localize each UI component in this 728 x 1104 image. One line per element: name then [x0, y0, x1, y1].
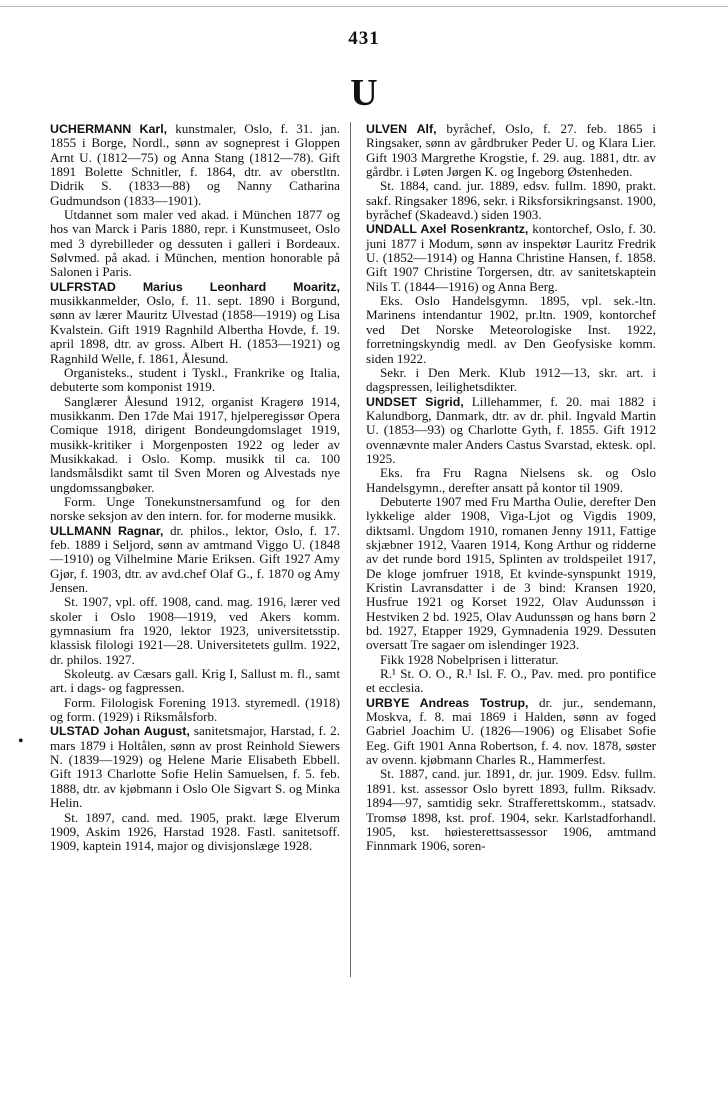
- entry-text: Fikk 1928 Nobelprisen i litteratur.: [380, 651, 559, 667]
- entry-paragraph: [366, 767, 656, 853]
- entry-text: kunstmaler, Oslo, f. 31. jan. 1855 i Borge, Nordl., sønn av sogneprest i Gloppen Arnt U. (1812—75) og Anna Stang (1812—78). Gift 1891 Bolette Schnitler, f. 1864, dtr. av oberstltn. Didrik S. (1833—88) og Nanny Catharina Gudmundson (1833—1901).: [50, 121, 341, 208]
- entry-paragraph: [366, 466, 656, 495]
- column-divider: [350, 122, 351, 977]
- entry-text: St. 1907, vpl. off. 1908, cand. mag. 1916, lærer ved skoler i Oslo 1908—1919, ved Akers komm. gymnasium fra 1920, lektor 1923, universitetsstip. klassisk filologi 1921—28. Universitetets gullm. 1922, dr. philos. 1927.: [50, 594, 340, 667]
- entry-headword: UCHERMANN Karl,: [50, 122, 168, 136]
- left-column: [50, 122, 340, 854]
- entry-paragraph: [50, 366, 340, 395]
- entry-text: Organisteks., student i Tyskl., Frankrike og Italia, debuterte som komponist 1919.: [50, 364, 340, 395]
- entry-paragraph: [50, 495, 340, 524]
- entry-headword: ULFRSTAD Marius Leonhard Moaritz,: [50, 279, 340, 294]
- biography-entry: [366, 696, 656, 768]
- entry-text: Eks. Oslo Handelsgymn. 1895, vpl. sek.-ltn. Marinens intendantur 1902, pr.ltn. 1909, kontorchef ved Det Norske Meteorologiske Inst. 1922, forretningskyndig medl. av Den Geofysiske komm. siden 1922.: [366, 293, 656, 366]
- entry-text: Form. Filologisk Forening 1913. styremedl. (1918) og form. (1929) i Riksmålsforb.: [50, 694, 340, 725]
- entry-text: Utdannet som maler ved akad. i München 1877 og hos van Marck i Paris 1880, repr. i Kunstmuseet, Oslo med 3 dyrebilleder og dessuten i galleri i Bordeaux. Sølvmed. på akad. i München, mention honorable på Salonen i Paris.: [50, 207, 340, 280]
- entry-text: St. 1884, cand. jur. 1889, edsv. fullm. 1890, prakt. sakf. Ringsaker 1896, sekr. i Riksforsikringsanst. 1900, byråchef (Skadeavd.) siden 1903.: [366, 178, 656, 223]
- entry-text: Form. Unge Tonekunstnersamfund og for den norske seksjon av den intern. for. for moderne musikk.: [50, 493, 340, 524]
- entry-paragraph: [366, 495, 656, 653]
- entry-text: Skoleutg. av Cæsars gall. Krig I, Sallust m. fl., samt art. i dags- og fagpressen.: [50, 666, 340, 696]
- entry-headword: UNDALL Axel Rosenkrantz,: [366, 222, 529, 237]
- biography-entry: [366, 122, 656, 179]
- margin-dot: •: [18, 733, 24, 750]
- top-rule: [0, 6, 728, 7]
- page-number: 431: [348, 28, 380, 49]
- entry-paragraph: [50, 595, 340, 667]
- entry-text: dr. jur., sendemann, Moskva, f. 8. mai 1869 i Halden, sønn av foged Gabriel Joachim U. (1826—1906) og Elisabet Sofie Eeg. Gift 1901 Anna Robertson, f. 4. nov. 1878, søster av ovenn. kjøbmann Charles R., Hammerfest.: [366, 694, 657, 768]
- entry-headword: UNDSET Sigrid,: [366, 394, 464, 409]
- entry-text: St. 1887, cand. jur. 1891, dr. jur. 1909. Edsv. fullm. 1891. kst. assessor Oslo byrett 1893, fullm. Riksadv. 1894—97, samtidig sekr. Strafferettskomm., statsadv. Tromsø 1898, kst. prof. 1904, sekr. Karlstadforhandl. 1905, kst. høiesterettsassessor 1906, amtmand Finnmark 1906, soren-: [366, 766, 656, 854]
- right-column: [366, 122, 656, 854]
- entry-paragraph: [366, 366, 656, 395]
- section-letter: U: [350, 72, 378, 114]
- entry-headword: ULVEN Alf,: [366, 122, 437, 136]
- entry-text: sanitetsmajor, Harstad, f. 2. mars 1879 i Holtålen, sønn av prost Reinhold Siewers N. (1839—1929) og Helene Marie Elisabeth Ebbell. Gift 1913 Charlotte Sofie Helin Samuelsen, f. 5. feb. 1888, dtr. av kjøbmann i Oslo Ole Sigvart S. og Minka Helin.: [50, 723, 341, 811]
- biography-entry: [50, 280, 340, 366]
- entry-text: R.¹ St. O. O., R.¹ Isl. F. O., Pav. med. pro pontifice et ecclesia.: [366, 666, 656, 696]
- entry-text: dr. philos., lektor, Oslo, f. 17. feb. 1889 i Seljord, sønn av amtmand Viggo U. (1848—1910) og Vilhelmine Marie Eriksen. Gift 1927 Amy Gjør, f. 1903, dtr. av avd.chef Olaf G., f. 1870 og Amy Jensen.: [50, 522, 340, 595]
- biography-entry: [50, 724, 340, 810]
- entry-paragraph: [50, 395, 340, 495]
- entry-headword: ULSTAD Johan August,: [50, 724, 190, 739]
- entry-paragraph: [366, 653, 656, 667]
- entry-text: Sekr. i Den Merk. Klub 1912—13, skr. art. i dagspressen, leilighetsdikter.: [366, 364, 656, 395]
- entry-text: Lillehammer, f. 20. mai 1882 i Kalundborg, Danmark, dtr. av dr. phil. Ingvald Martin U. (1853—93) og Charlotte Gyth, f. 1855. Gift 1912 ovennævnte maler Anders Castus Svarstad, ektesk. opl. 1925.: [366, 393, 656, 466]
- entry-paragraph: [366, 667, 656, 696]
- entry-headword: ULLMANN Ragnar,: [50, 523, 164, 538]
- biography-entry: [366, 222, 656, 294]
- entry-text: St. 1897, cand. med. 1905, prakt. læge Elverum 1909, Askim 1926, Harstad 1928. Fastl. sanitetsoff. 1909, kaptein 1914, major og divisjonslæge 1928.: [50, 809, 340, 854]
- entry-text: kontorchef, Oslo, f. 30. juni 1877 i Modum, sønn av inspektør Lauritz Fredrik U. (1852—1914) og Hanna Christine Hansen, f. 1858. Gift 1907 Christine Torgersen, dtr. av sanitetskaptein Nils T. (1844—1916) og Anna Berg.: [366, 221, 656, 294]
- entry-paragraph: [366, 179, 656, 222]
- entry-text: Eks. fra Fru Ragna Nielsens sk. og Oslo Handelsgymn., derefter ansatt på kontor til 1909.: [366, 465, 656, 495]
- biography-entry: [50, 122, 340, 208]
- biography-entry: [366, 395, 656, 467]
- entry-text: byråchef, Oslo, f. 27. feb. 1865 i Ringsaker, sønn av gårdbruker Peder U. og Klara Lier. Gift 1903 Margrethe Krogstie, f. 29. aug. 1881, dtr. av gårdbr. i Løten Jørgen K. og Ingeborg Østenheden.: [366, 121, 657, 180]
- entry-text: Debuterte 1907 med Fru Martha Oulie, derefter Den lykkelige alder 1908, Viga-Ljot og Vigdis 1909, diktsaml. Ungdom 1910, romanen Jenny 1911, Fattige skjæbner 1912, Vaaren 1914, Kong Arthur og ridderne av det runde bord 1915, Splinten av troldspeilet 1917, De kloge jomfruer 1918, Et kvinde-synspunkt 1919, Kristin Lavransdatter i de 3 bind: Kransen 1920, Husfrue 1921 og Korset 1922, Olav Audunssøn i Hestviken 2 bd. 1925, Olav Audunssøn og hans børn 2 bd. 1927, Etapper 1929, Gymnadenia 1929. Dessuten oversatt Tre sagaer om islendinger 1923.: [366, 493, 656, 653]
- entry-paragraph: [50, 208, 340, 280]
- entry-text: musikkanmelder, Oslo, f. 11. sept. 1890 i Borgund, sønn av lærer Mauritz Ulvestad (1858—1919) og Lisa Kvalstein. Gift 1919 Ragnhild Albertha Hovde, f. 19. april 1898, dtr. av gross. Albert H. (1853—1921) og Ragnhild Welle, f. 1861, Ålesund.: [50, 293, 340, 366]
- entry-paragraph: [50, 811, 340, 854]
- biography-entry: [50, 524, 340, 596]
- entry-text: Sanglærer Ålesund 1912, organist Kragerø 1914, musikkanm. Den 17de Mai 1917, hjelperegissør Opera Comique 1918, dirigent Bondeungdomslaget 1919, musikk-kritiker i Morgenposten 1922 og leder av Musikkakad. i Oslo. Komp. musikk til ca. 100 landsmålsdikt samt til Sven Moren og Alvestads nye ungdomssangbøker.: [50, 393, 340, 495]
- entry-paragraph: [50, 696, 340, 725]
- entry-paragraph: [50, 667, 340, 696]
- entry-headword: URBYE Andreas Tostrup,: [366, 695, 529, 710]
- entry-paragraph: [366, 294, 656, 366]
